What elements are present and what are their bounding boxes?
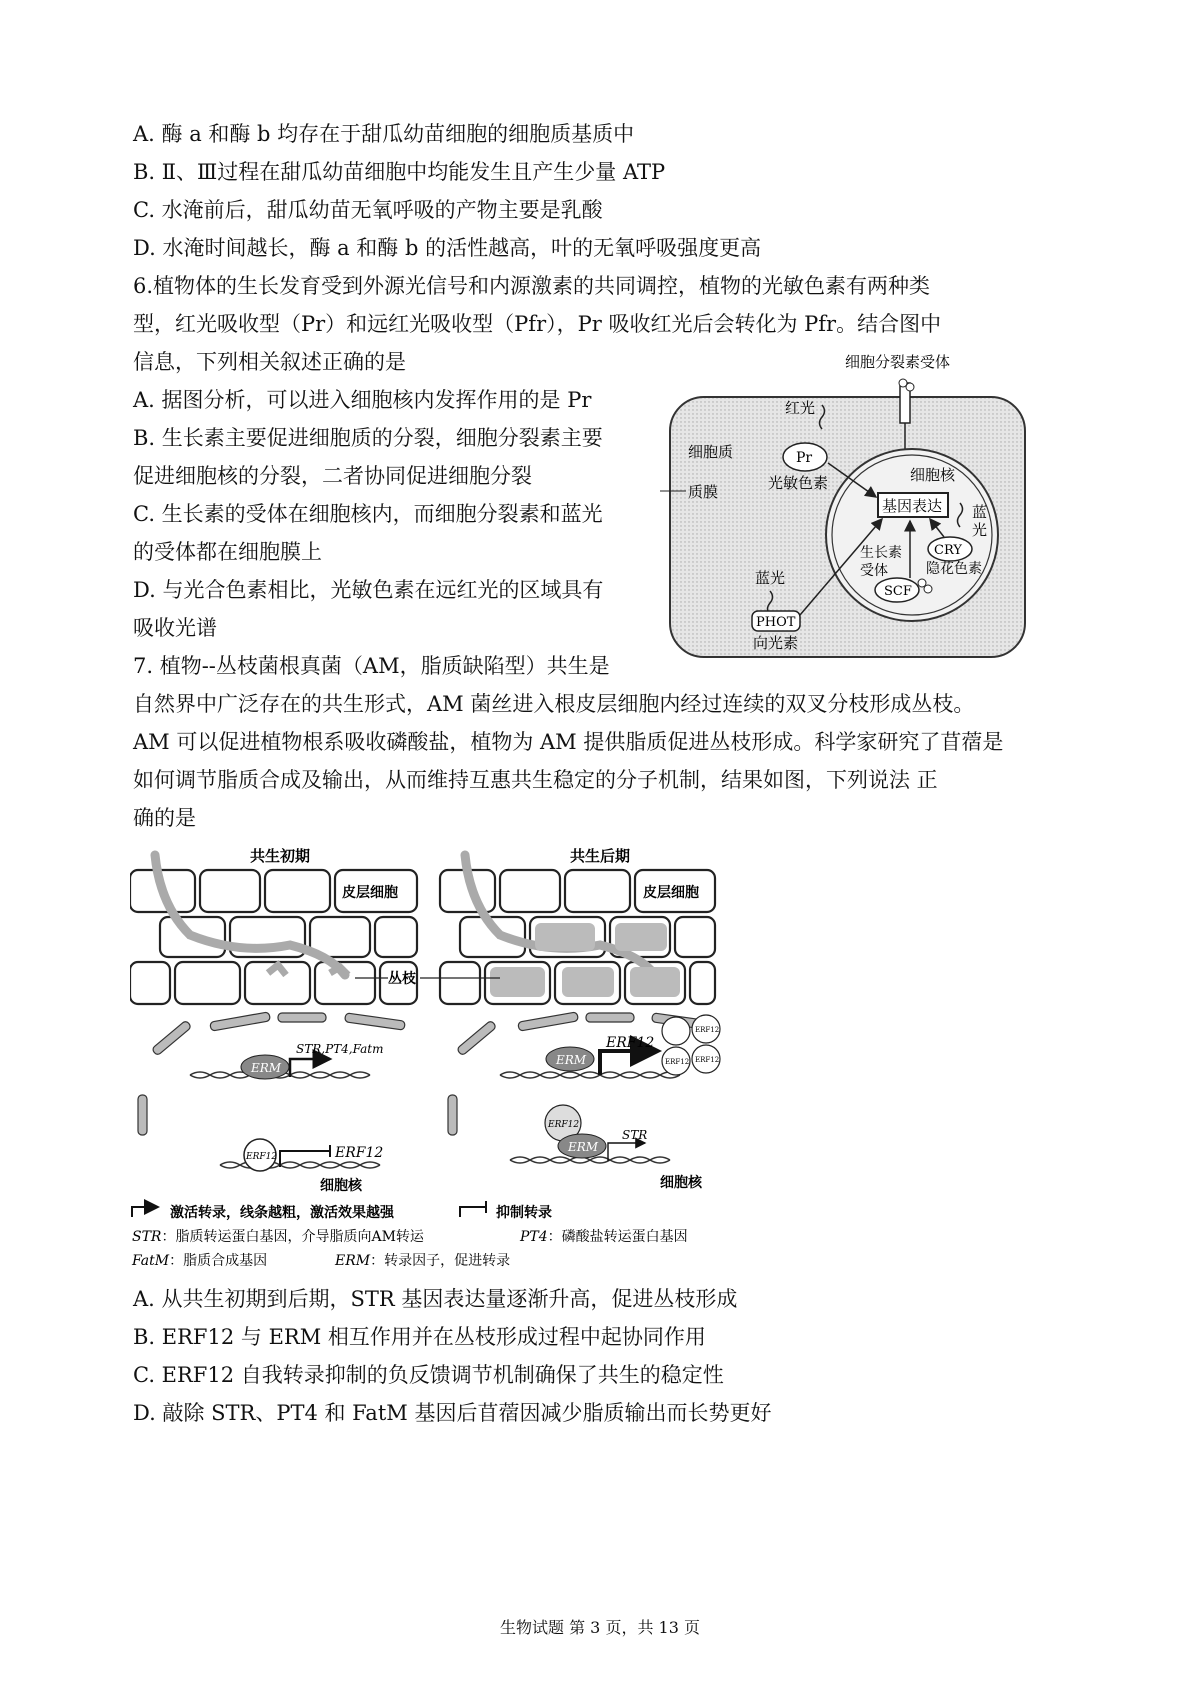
late-cortex-label: 皮层细胞	[643, 885, 699, 901]
cry-label: CRY	[934, 543, 962, 558]
early-stage-title: 共生初期	[250, 847, 311, 865]
late-erf12-protein-label-1: ERF12	[695, 1026, 720, 1034]
late-erf12-protein-label-3: ERF12	[695, 1056, 720, 1064]
str-desc: ：脂质转运蛋白基因，介导脂质向AM转运	[161, 1229, 424, 1245]
late-str-label: STR	[622, 1128, 648, 1142]
pr-label: Pr	[796, 450, 813, 466]
pt4-abbr: PT4	[520, 1229, 548, 1245]
q7-option-a: A. 从共生初期到后期，STR 基因表达量逐渐升高，促进丛枝形成	[133, 1287, 738, 1311]
fatm-desc: ：脂质合成基因	[169, 1253, 268, 1269]
phot-label: PHOT	[756, 615, 796, 630]
q5-option-c: C. 水淹前后，甜瓜幼苗无氧呼吸的产物主要是乳酸	[133, 198, 603, 222]
scf-label: SCF	[884, 584, 912, 599]
early-nucleus-label: 细胞核	[320, 1178, 362, 1194]
late-nucleus-label: 细胞核	[660, 1175, 702, 1191]
early-erm-label: ERM	[251, 1061, 282, 1075]
q7-option-d: D. 敲除 STR、PT4 和 FatM 基因后苜蓿因减少脂质输出而长势更好	[133, 1401, 772, 1425]
early-genes-label: STR,PT4,Fatm	[296, 1042, 384, 1056]
q6-option-c-line-2: 的受体都在细胞膜上	[133, 540, 322, 564]
q6-stem-line-2: 型，红光吸收型（Pr）和远红光吸收型（Pfr），Pr 吸收红光后会转化为 Pfr。结合图中	[133, 312, 942, 336]
late-erf12-protein-label-2: ERF12	[665, 1058, 690, 1066]
q6-stem-line-3: 信息，下列相关叙述正确的是	[133, 350, 406, 374]
pt4-desc: ：磷酸盐转运蛋白基因	[547, 1229, 688, 1245]
repress-legend-icon	[460, 1201, 486, 1217]
nuclear-envelope	[138, 1012, 712, 1135]
phytochrome-label: 光敏色素	[768, 474, 829, 492]
page-footer: 生物试题 第 3 页，共 13 页	[500, 1618, 700, 1637]
late-erf12-bound-label: ERF12	[548, 1120, 580, 1130]
early-erf12-gene-label: ERF12	[335, 1145, 384, 1161]
cytokinin-receptor-label: 细胞分裂素受体	[845, 353, 951, 371]
auxin-receptor-label-1: 生长素	[860, 545, 902, 561]
blue-light-label-2: 光	[972, 521, 988, 539]
q6-option-a: A. 据图分析，可以进入细胞核内发挥作用的是 Pr	[133, 388, 592, 412]
cryptochrome-label: 隐花色素	[926, 561, 982, 577]
activate-legend-icon	[132, 1207, 158, 1217]
late-erm-label: ERM	[556, 1053, 587, 1067]
erm-desc: ：转录因子，促进转录	[370, 1253, 511, 1269]
svg-text:PT4：磷酸盐转运蛋白基因	[519, 1228, 688, 1245]
early-cortex-label: 皮层细胞	[342, 885, 398, 901]
str-abbr: STR	[132, 1229, 162, 1245]
q6-option-b-line-1: B. 生长素主要促进细胞质的分裂，细胞分裂素主要	[133, 426, 603, 450]
q5-option-a: A. 酶 a 和酶 b 均存在于甜瓜幼苗细胞的细胞质基质中	[133, 122, 635, 146]
nucleus-label: 细胞核	[910, 466, 956, 484]
q5-option-b: B. Ⅱ、Ⅲ过程在甜瓜幼苗细胞中均能发生且产生少量 ATP	[133, 160, 666, 184]
late-erm-2-label: ERM	[568, 1140, 599, 1154]
red-light-label: 红光	[785, 399, 816, 417]
svg-text:ERM：转录因子，促进转录	[334, 1253, 510, 1269]
q6-option-c-line-1: C. 生长素的受体在细胞核内，而细胞分裂素和蓝光	[133, 502, 603, 526]
late-stage-title: 共生后期	[570, 847, 631, 865]
q6-option-b-line-2: 促进细胞核的分裂，二者协同促进细胞分裂	[133, 464, 532, 488]
q5-option-d: D. 水淹时间越长，酶 a 和酶 b 的活性越高，叶的无氧呼吸强度更高	[133, 236, 762, 260]
cytoplasm-label: 细胞质	[688, 443, 734, 461]
q6-stem-line-1: 6.植物体的生长发育受到外源光信号和内源激素的共同调控，植物的光敏色素有两种类	[133, 274, 931, 298]
phototropin-label: 向光素	[753, 634, 799, 652]
q7-stem-line-5: 确的是	[133, 806, 196, 830]
q6-cell-diagram	[660, 345, 1040, 665]
repress-legend-label: 抑制转录	[496, 1205, 552, 1221]
svg-text:STR：脂质转运蛋白基因，介导脂质向AM转运	[132, 1228, 425, 1245]
q7-symbiosis-diagram	[130, 845, 750, 1275]
late-erf12-gene-label: ERF12	[606, 1035, 655, 1051]
membrane-label: 质膜	[688, 483, 719, 501]
q7-option-c: C. ERF12 自我转录抑制的负反馈调节机制确保了共生的稳定性	[133, 1363, 724, 1387]
q6-option-d-line-1: D. 与光合色素相比，光敏色素在远红光的区域具有	[133, 578, 604, 602]
arbuscule-label: 丛枝	[388, 971, 416, 987]
q6-option-d-line-2: 吸收光谱	[133, 616, 217, 640]
q7-stem-line-4: 如何调节脂质合成及输出，从而维持互惠共生稳定的分子机制，结果如图，下列说法 正	[133, 768, 938, 792]
q7-stem-line-1: 7. 植物--丛枝菌根真菌（AM，脂质缺陷型）共生是	[133, 654, 610, 678]
early-erf12-label: ERF12	[246, 1152, 278, 1162]
erm-abbr: ERM	[335, 1253, 371, 1269]
fatm-abbr: FatM	[132, 1253, 170, 1269]
q7-option-b: B. ERF12 与 ERM 相互作用并在丛枝形成过程中起协同作用	[133, 1325, 706, 1349]
gene-expression-label: 基因表达	[882, 497, 943, 515]
activate-legend-label: 激活转录，线条越粗，激活效果越强	[170, 1205, 394, 1221]
blue-light-membrane-label: 蓝光	[755, 569, 786, 587]
q7-stem-line-2: 自然界中广泛存在的共生形式，AM 菌丝进入根皮层细胞内经过连续的双叉分枝形成丛枝。	[133, 692, 975, 716]
blue-light-label-1: 蓝	[972, 503, 988, 521]
auxin-receptor-label-2: 受体	[860, 563, 888, 579]
q7-stem-line-3: AM 可以促进植物根系吸收磷酸盐，植物为 AM 提供脂质促进丛枝形成。科学家研究了苜蓿是	[133, 730, 1004, 754]
svg-text:FatM：脂质合成基因	[131, 1252, 267, 1269]
